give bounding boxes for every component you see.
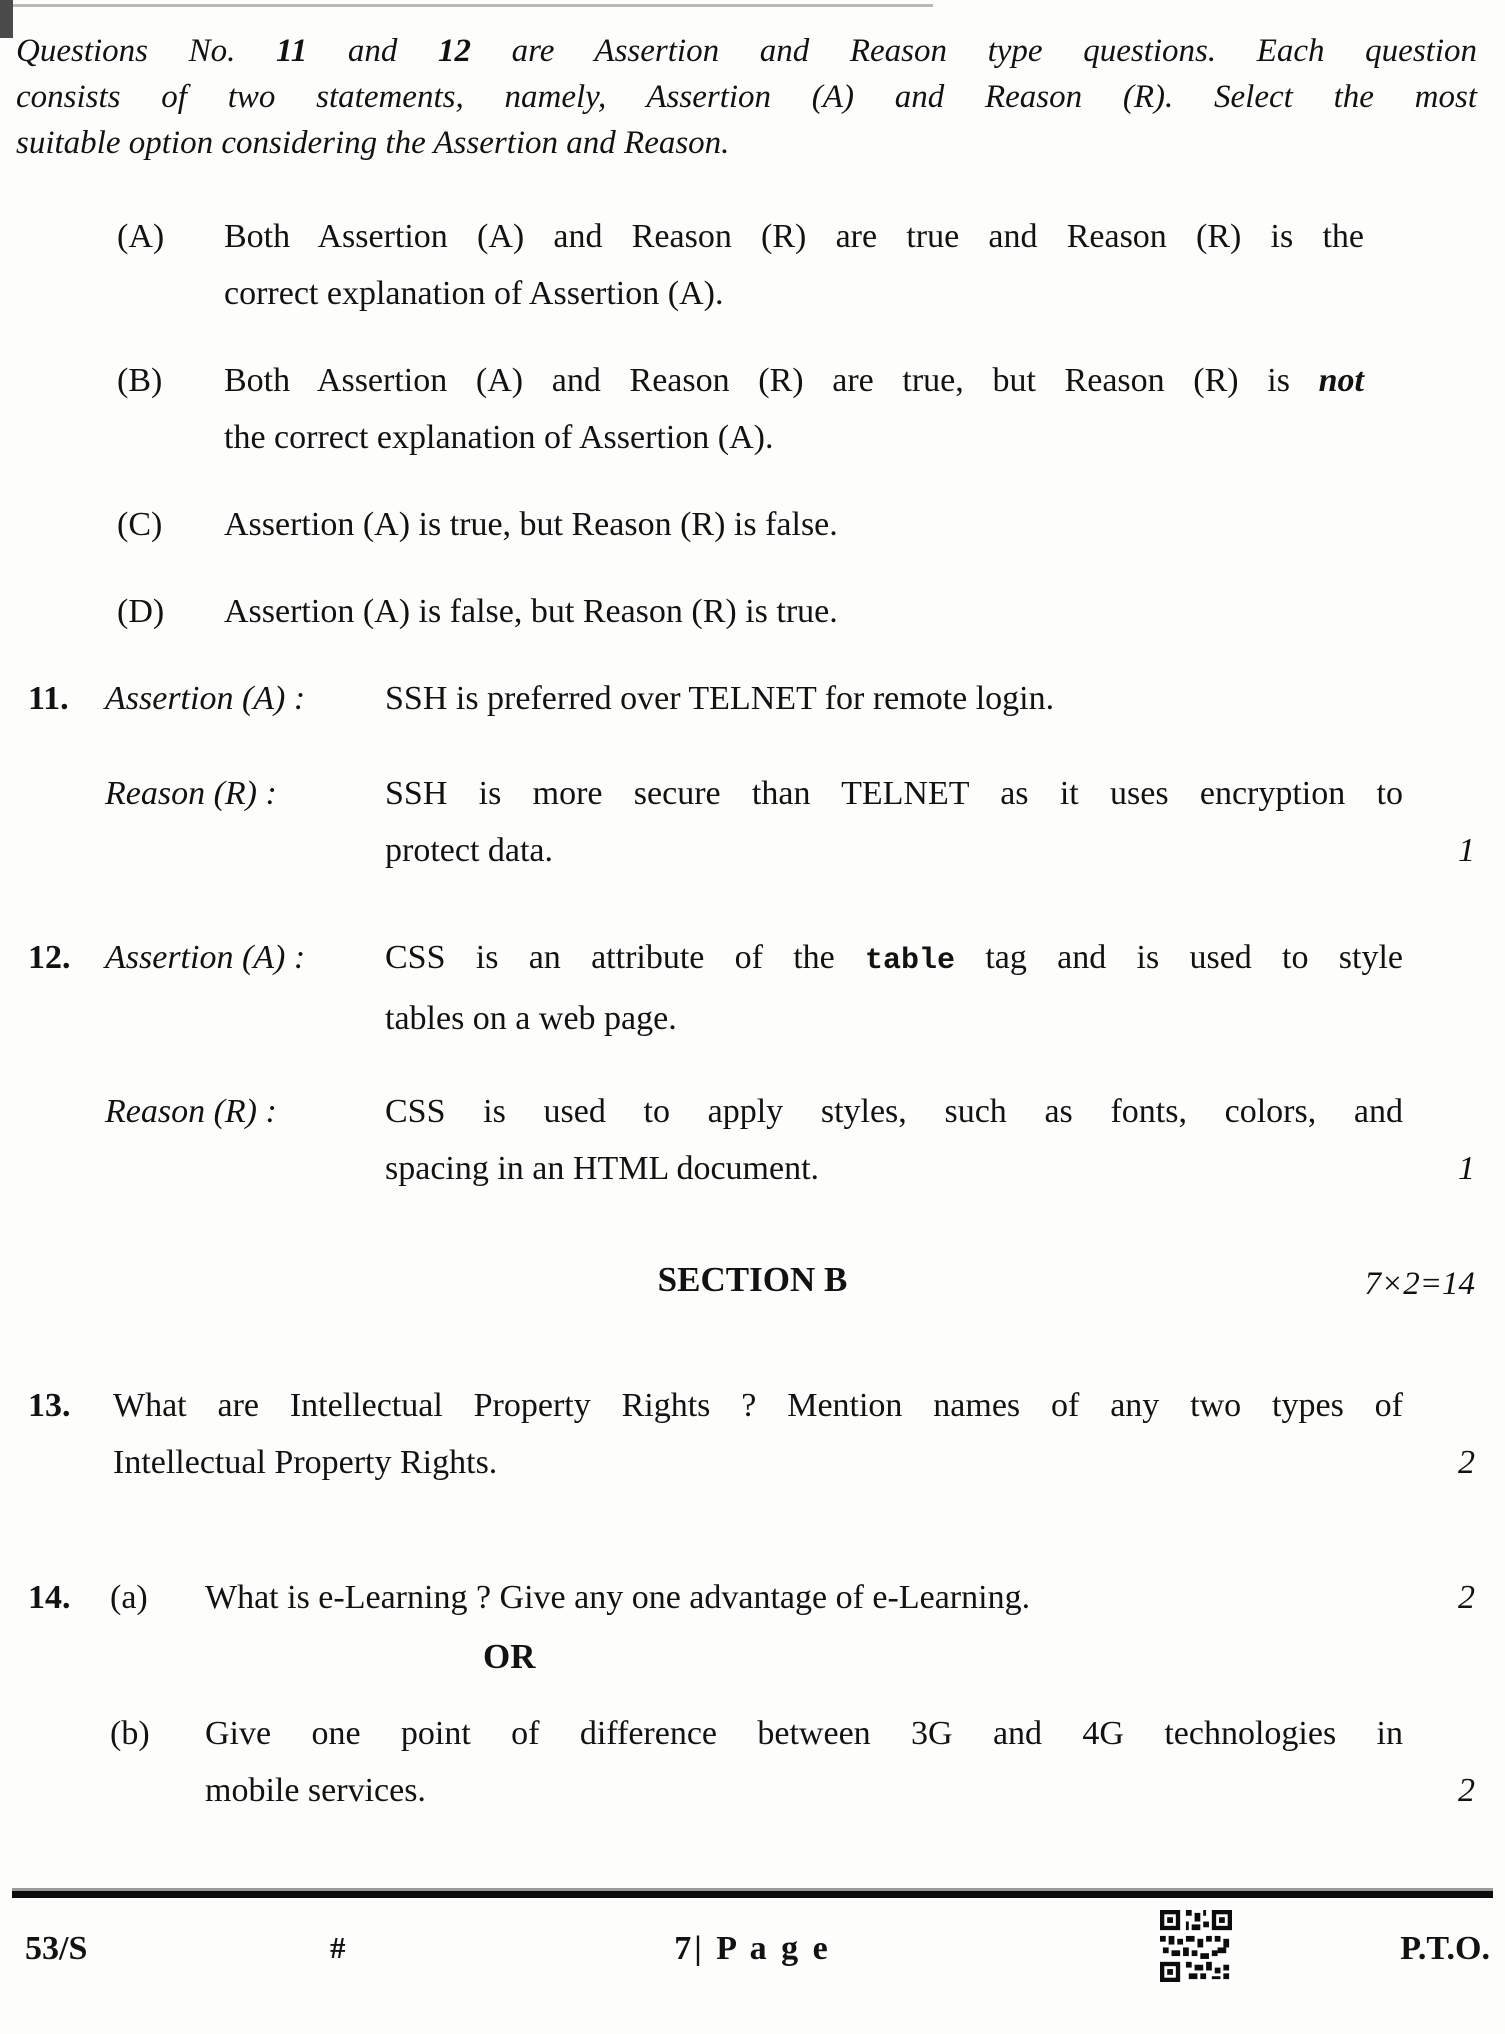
question-11-reason-line-2: protect data. xyxy=(385,832,554,869)
paper-code: 53/S xyxy=(25,1930,88,1967)
question-12 xyxy=(28,929,1475,1197)
instructions-line-3: suitable option considering the Assertion and Reason. xyxy=(16,125,730,161)
question-12-reason-line-1: CSS is used to apply styles, such as fonts, colors, and xyxy=(385,1093,1403,1130)
option-d-letter: (D) xyxy=(117,593,165,630)
option-b-emphasis-not: not xyxy=(1318,362,1364,399)
question-14b-line-2: mobile services. xyxy=(205,1772,426,1809)
option-c-letter: (C) xyxy=(117,506,163,543)
option-a-text xyxy=(224,208,1364,322)
question-13-line-2: Intellectual Property Rights. xyxy=(113,1444,498,1481)
question-12-number: 12. xyxy=(28,939,71,976)
instructions-line-2: consists of two statements, namely, Assertion (A) and Reason (R). Select the most xyxy=(16,79,1477,115)
instructions-paragraph xyxy=(16,28,1477,166)
option-b-line-2: the correct explanation of Assertion (A). xyxy=(224,419,774,456)
footer-rule xyxy=(12,1888,1493,1898)
question-13-line-1: What are Intellectual Property Rights ? Mention names of any two types of xyxy=(113,1387,1403,1424)
section-b-heading xyxy=(0,1255,1505,1305)
option-d-text: Assertion (A) is false, but Reason (R) is true. xyxy=(224,593,838,630)
option-a xyxy=(117,208,1364,322)
option-b xyxy=(117,352,1364,466)
question-11-reason-text xyxy=(385,765,1403,879)
question-14a-text: What is e-Learning ? Give any one advantage of e-Learning. xyxy=(205,1579,1031,1616)
question-14 xyxy=(28,1569,1505,1819)
question-14a-row xyxy=(28,1569,1475,1626)
question-14b-marks: 2 xyxy=(1458,1772,1475,1809)
question-11-assertion-text: SSH is preferred over TELNET for remote login. xyxy=(385,680,1055,717)
qr-code-icon xyxy=(1160,1910,1232,1982)
option-a-letter: (A) xyxy=(117,218,165,255)
assertion-reason-options xyxy=(0,208,1505,640)
question-14b-label: (b) xyxy=(110,1715,150,1752)
question-ref-12: 12 xyxy=(437,33,471,69)
question-12-assertion-line-1 xyxy=(385,929,1403,990)
scan-artifact-top-edge xyxy=(0,4,933,7)
question-13-number: 13. xyxy=(28,1387,71,1424)
option-b-line-1 xyxy=(224,352,1364,409)
section-b-title: SECTION B xyxy=(657,1260,848,1299)
page-number: 7| P a g e xyxy=(674,1930,831,1967)
question-12-reason-line-2: spacing in an HTML document. xyxy=(385,1150,820,1187)
page-footer xyxy=(0,1918,1505,2008)
question-14a-label: (a) xyxy=(110,1579,148,1616)
question-14b-text xyxy=(205,1705,1403,1819)
option-a-line-1: Both Assertion (A) and Reason (R) are true and Reason (R) is the xyxy=(224,218,1364,255)
question-11-number: 11. xyxy=(28,680,69,717)
question-11-reason-row xyxy=(28,765,1475,879)
option-c-text: Assertion (A) is true, but Reason (R) is false. xyxy=(224,506,838,543)
question-12-marks: 1 xyxy=(1458,1150,1475,1187)
reason-label: Reason (R) : xyxy=(105,775,277,812)
question-11-assertion-row xyxy=(28,670,1475,727)
question-12-reason-text xyxy=(385,1083,1403,1197)
question-14b-line-1: Give one point of difference between 3G and 4G technologies in xyxy=(205,1715,1403,1752)
hash-mark: # xyxy=(330,1930,346,1965)
question-14b-row xyxy=(28,1705,1475,1819)
instructions-text: Questions No. xyxy=(16,33,277,69)
question-13-marks: 2 xyxy=(1458,1444,1475,1481)
question-11-reason-line-1: SSH is more secure than TELNET as it uses encryption to xyxy=(385,775,1403,812)
assertion-label: Assertion (A) : xyxy=(105,939,306,976)
question-11-marks: 1 xyxy=(1458,832,1475,869)
assertion-label: Assertion (A) : xyxy=(105,680,306,717)
or-divider: OR xyxy=(483,1637,536,1676)
question-14-number: 14. xyxy=(28,1579,71,1616)
question-12-assertion-text xyxy=(385,929,1403,1047)
option-a-line-2: correct explanation of Assertion (A). xyxy=(224,275,724,312)
pto-label: P.T.O. xyxy=(1400,1930,1490,1967)
question-12-reason-row xyxy=(28,1083,1475,1197)
question-12-assertion-post: tag and is used to style xyxy=(955,939,1403,976)
question-13 xyxy=(28,1377,1475,1491)
question-12-assertion-row xyxy=(28,929,1475,1047)
instructions-text: are Assertion and Reason type questions. Each question xyxy=(470,33,1478,69)
question-12-assertion-pre: CSS is an attribute of the xyxy=(385,939,866,976)
reason-label: Reason (R) : xyxy=(105,1093,277,1130)
section-b-marks-scheme: 7×2=14 xyxy=(1364,1266,1475,1302)
question-11 xyxy=(28,670,1475,879)
question-ref-11: 11 xyxy=(276,33,308,69)
instructions-line-1 xyxy=(16,28,1477,74)
option-c xyxy=(117,496,1364,553)
table-tag-code: table xyxy=(865,944,956,978)
option-b-text-pre: Both Assertion (A) and Reason (R) are true, but Reason (R) is xyxy=(224,362,1319,399)
question-12-assertion-line-2: tables on a web page. xyxy=(385,1000,677,1037)
instructions-text: and xyxy=(307,33,438,69)
question-14a-marks: 2 xyxy=(1458,1579,1475,1616)
scan-artifact-corner xyxy=(0,0,13,38)
option-b-letter: (B) xyxy=(117,362,163,399)
option-b-text xyxy=(224,352,1364,466)
option-d xyxy=(117,583,1364,640)
question-13-text xyxy=(113,1377,1403,1491)
